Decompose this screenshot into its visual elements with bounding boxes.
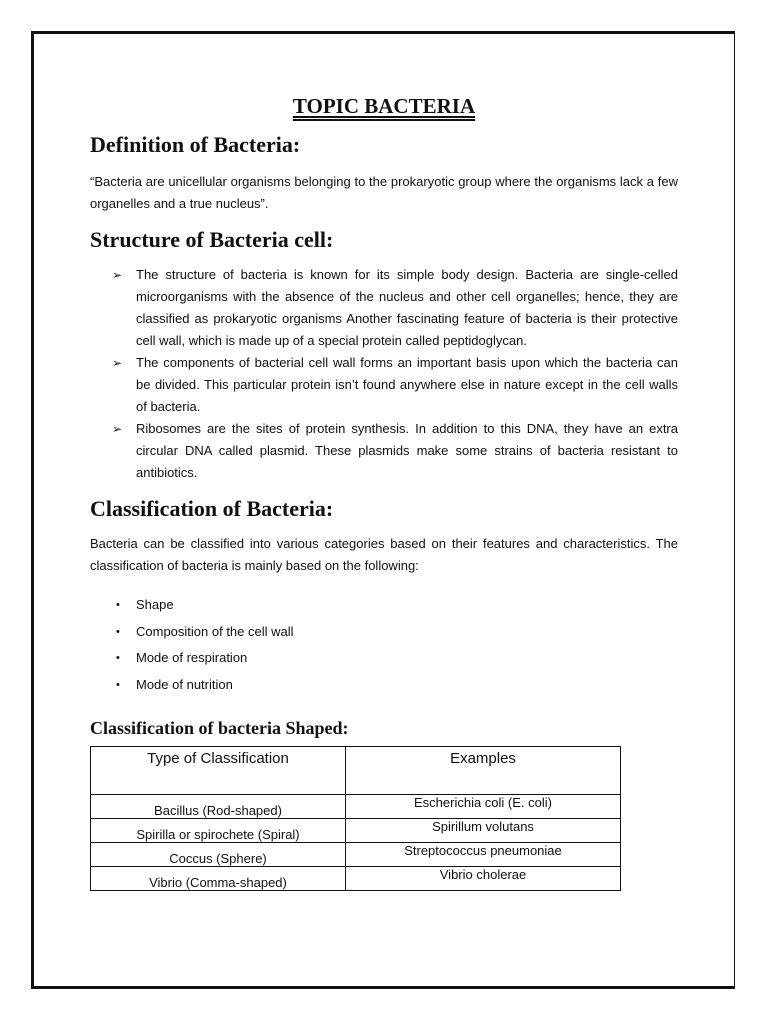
list-item-text: Mode of nutrition [136, 676, 233, 692]
structure-list [112, 264, 678, 484]
table-row [91, 819, 621, 843]
classification-intro: Bacteria can be classified into various categories based on their features and characteristics. The classification of bacteria is mainly based on the following: [90, 536, 678, 573]
list-item [112, 264, 678, 352]
arrow-bullet-icon: ➢ [112, 268, 123, 282]
bullet-icon: • [116, 599, 120, 611]
shape-table-heading: Classification of bacteria Shaped: [90, 718, 349, 738]
list-item [112, 672, 294, 699]
table-cell: Vibrio (Comma-shaped) [91, 867, 346, 891]
table-cell: Streptococcus pneumoniae [346, 843, 621, 867]
table-cell: Spirillum volutans [346, 819, 621, 843]
list-item-text: Shape [136, 597, 174, 612]
classification-table [90, 746, 621, 891]
table-header-row [91, 747, 621, 795]
list-item [112, 418, 678, 484]
classification-heading: Classification of Bacteria: [90, 496, 334, 521]
table-row [91, 867, 621, 891]
list-item-text: Composition of the cell wall [136, 623, 294, 639]
table-row [91, 795, 621, 819]
definition-text: “Bacteria are unicellular organisms belonging to the prokaryotic group where the organisms lack a few organelles and a true nucleus”. [90, 174, 678, 211]
table-cell: Bacillus (Rod-shaped) [91, 795, 346, 819]
classification-criteria-list [112, 592, 294, 698]
list-item-text: Mode of respiration [136, 650, 248, 666]
column-header: Type of Classification [91, 747, 346, 795]
table-cell: Vibrio cholerae [346, 867, 621, 891]
table-cell: Coccus (Sphere) [91, 843, 346, 867]
list-item [112, 645, 294, 672]
structure-heading: Structure of Bacteria cell: [90, 227, 334, 252]
page-title: TOPIC BACTERIA [292, 94, 476, 118]
definition-heading: Definition of Bacteria: [90, 132, 301, 157]
list-item-text: The components of bacterial cell wall forms an important basis upon which the bacteria can be divided. This particular protein isn’t found anywhere else in nature except in the cell walls of bacteria. [136, 355, 678, 414]
column-header: Examples [346, 747, 621, 795]
arrow-bullet-icon: ➢ [112, 356, 123, 370]
table-cell: Escherichia coli (E. coli) [346, 795, 621, 819]
table-row [91, 843, 621, 867]
arrow-bullet-icon: ➢ [112, 422, 123, 436]
list-item [112, 352, 678, 418]
list-item [112, 592, 294, 619]
list-item [112, 619, 294, 646]
list-item-text: The structure of bacteria is known for its simple body design. Bacteria are single-celled microorganisms with the absence of the nucleus and other cell organelles; hence, they are classified as prokaryotic organisms Another fascinating feature of bacteria is their protective cell wall, which is made up of a special protein called peptidoglycan. [136, 267, 678, 348]
bullet-icon: • [116, 625, 120, 638]
list-item-text: Ribosomes are the sites of protein synthesis. In addition to this DNA, they have an extra circular DNA called plasmid. These plasmids make some strains of bacteria resistant to antibiotics. [136, 421, 678, 480]
bullet-icon: • [116, 652, 120, 665]
table-cell: Spirilla or spirochete (Spiral) [91, 819, 346, 843]
bullet-icon: • [116, 678, 120, 691]
